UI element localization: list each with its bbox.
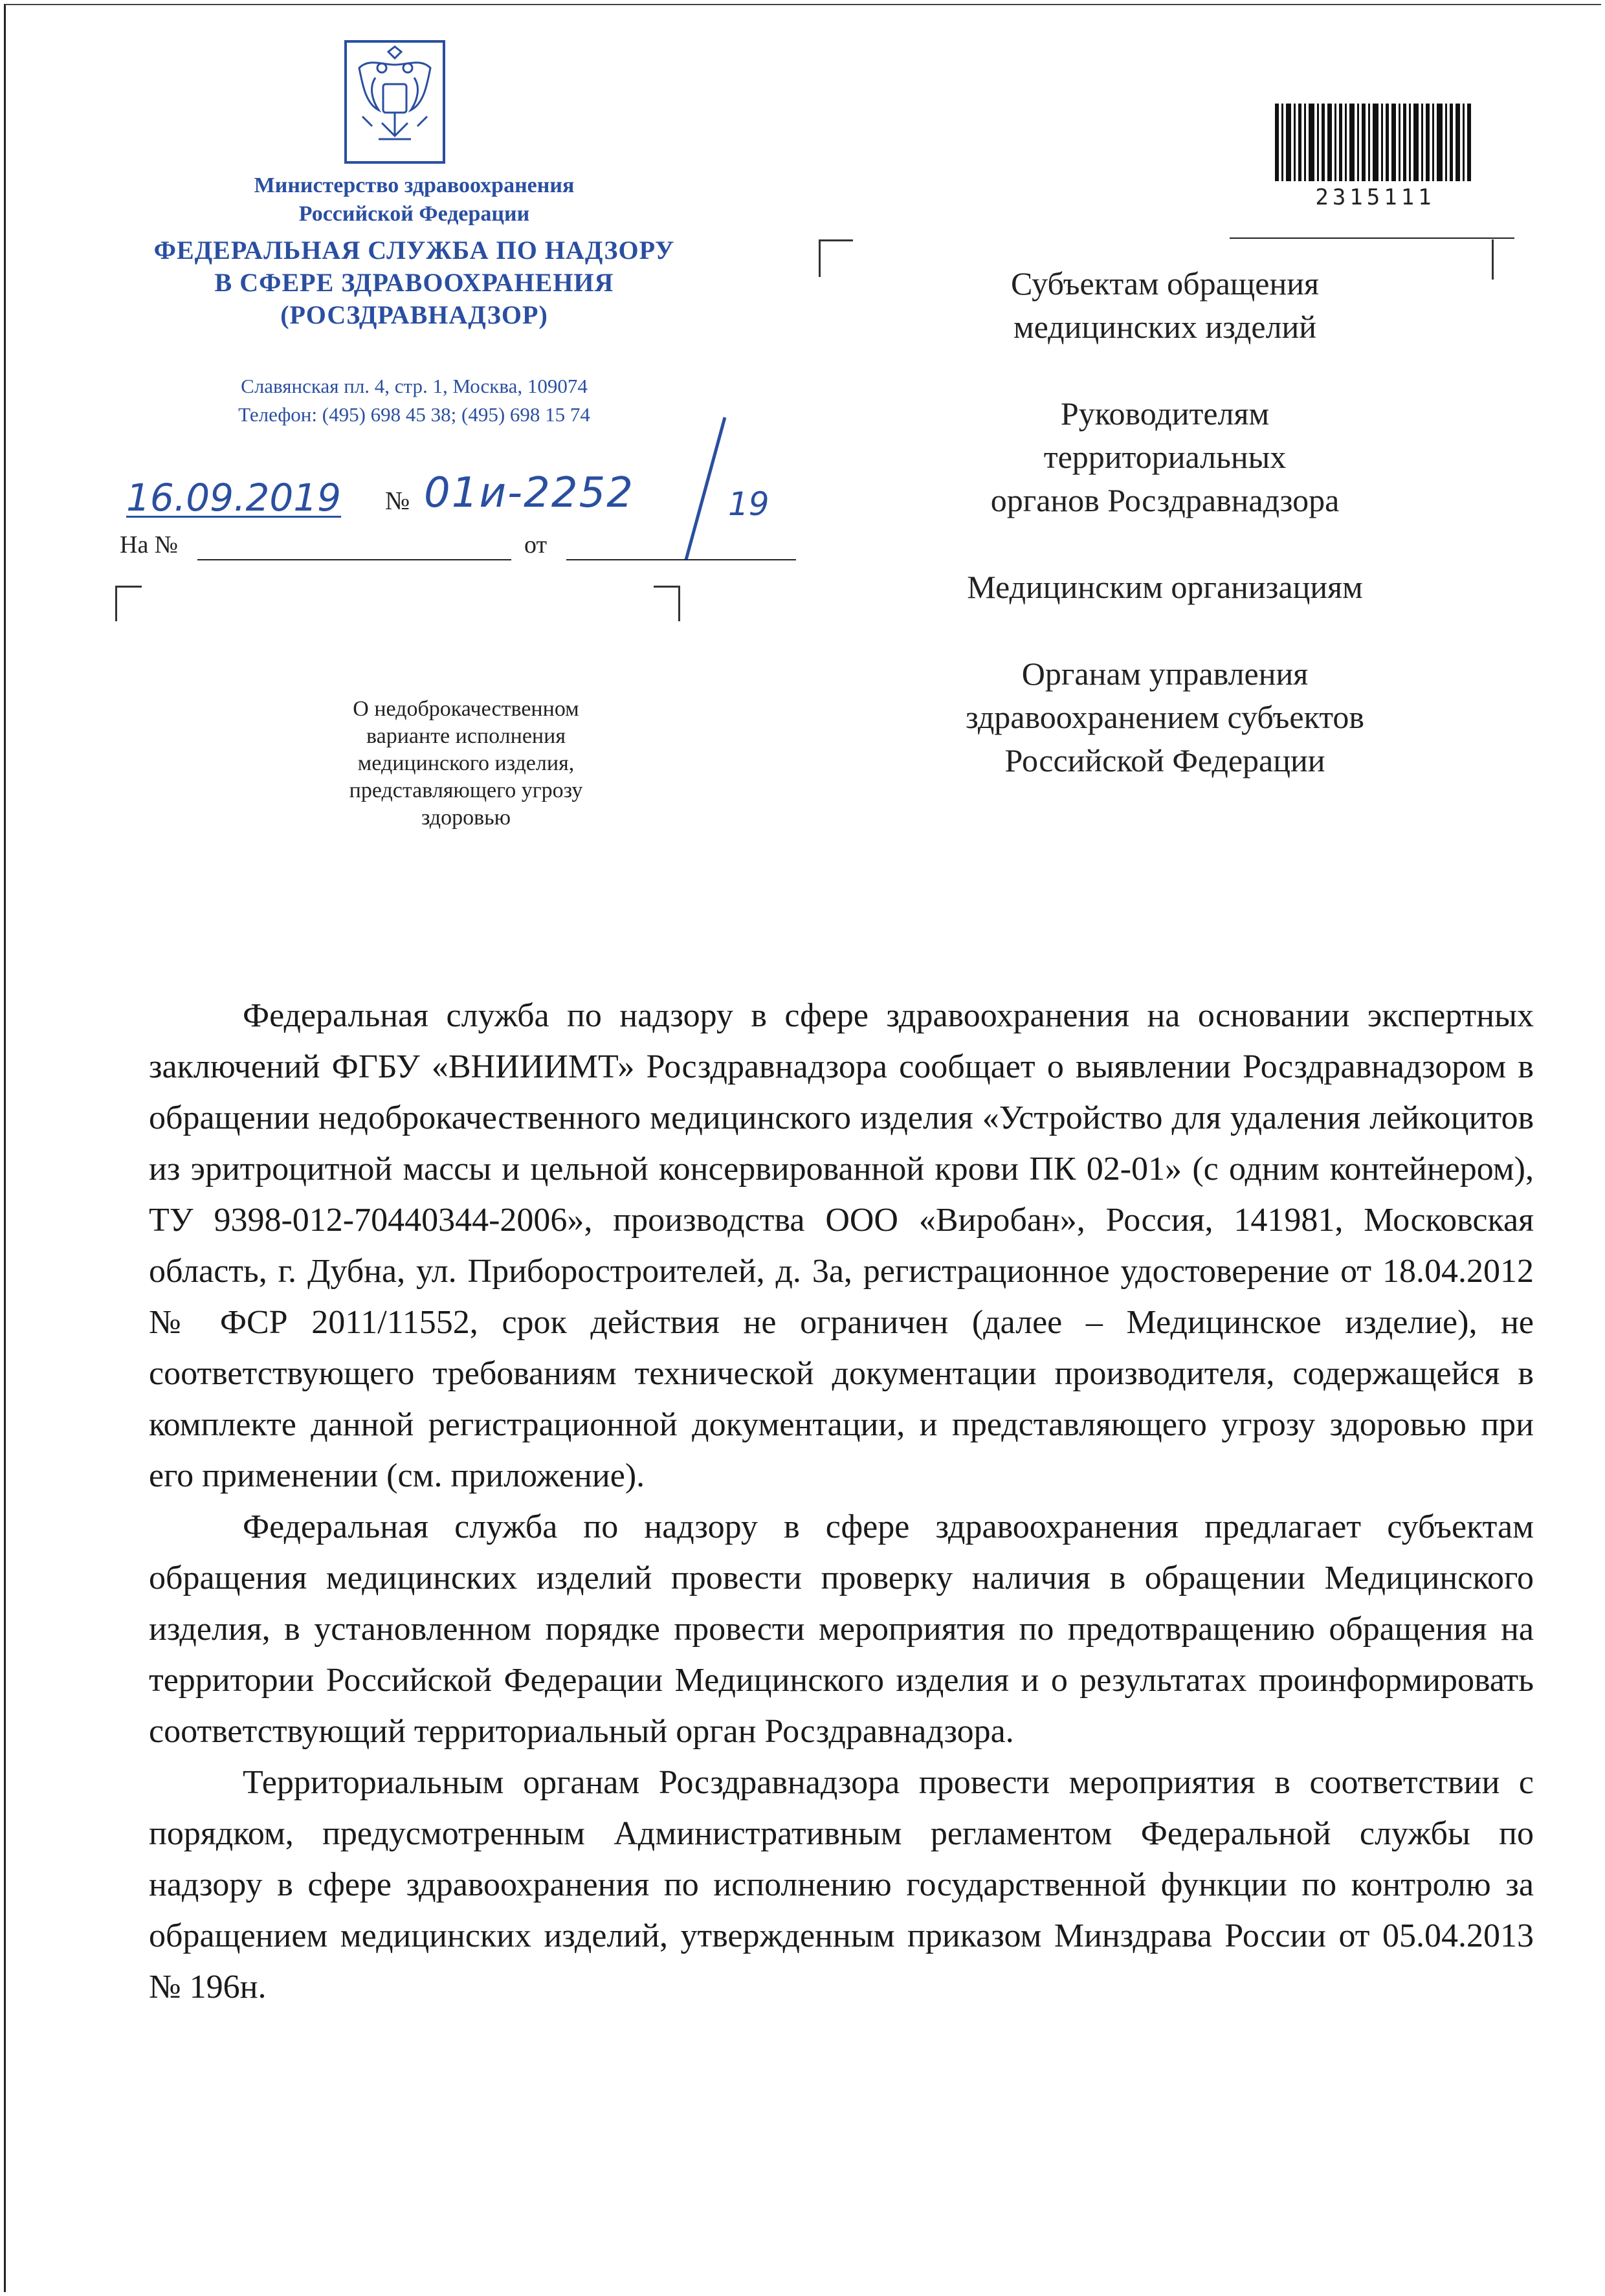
addressee-line: органов Росздравнадзора [990,482,1340,518]
barcode-icon [1275,104,1476,181]
reference-number-label: № [385,486,410,515]
address-line: Славянская пл. 4, стр. 1, Москва, 109074 [241,375,588,397]
ministry-line1: Министерство здравоохранения [254,173,575,197]
service-line2: В СФЕРЕ ЗДРАВООХРАНЕНИЯ [214,268,614,297]
addressee-bracket-left [819,239,853,277]
coat-of-arms-icon [343,39,447,165]
addressee-bracket-right [1466,239,1494,280]
corner-bracket-right [654,586,680,621]
body-paragraph: Территориальным органам Росздравнадзора провести мероприятия в соответствии с порядком, предусмотренным Административным регламентом Федеральной службы по надзору в сфере здравоохранения по исполнению государственной функции по контролю за обращением медицинских изделий, утвержденным приказом Минздрава России от 05.04.2013 № 196н. [149,1764,1534,2005]
addressee-line: медицинских изделий [1013,309,1317,345]
addressee-line: Органам управления [1021,656,1309,692]
body-paragraph: Федеральная служба по надзору в сфере здравоохранения предлагает субъектам обращения медицинских изделий провести проверку наличия в обращении Медицинского изделия, в установленном порядке провести мероприятия по предотвращению обращения на территории Российской Федерации Медицинского изделия и о результатах проинформировать соответствующий территориальный орган Росздравнадзора. [149,1508,1534,1750]
na-label: На № [120,531,179,558]
barcode-divider [1230,237,1514,239]
addressee-group [880,262,1450,349]
addressee-line: Медицинским организациям [967,569,1363,605]
subject-line: медицинского изделия, [357,751,575,775]
addressee-group [880,652,1450,782]
corner-bracket-left [115,586,142,621]
subject-line: представляющего угрозу [349,778,583,802]
addressee-group [880,566,1450,609]
reference-number: 01и-2252 [424,469,634,517]
incoming-date-blank [566,559,796,560]
letter-body [149,990,1534,2013]
subject-line: О недоброкачественном [353,697,579,721]
addressee-line: Руководителям [1060,395,1270,432]
ot-label: от [524,531,548,558]
incoming-number-blank [197,559,511,560]
addressee-group [880,392,1450,522]
service-line3: (РОСЗДРАВНАДЗОР) [280,300,548,329]
subject-line: варианте исполнения [366,724,566,748]
service-line1: ФЕДЕРАЛЬНАЯ СЛУЖБА ПО НАДЗОРУ [153,236,675,265]
phone-line: Телефон: (495) 698 45 38; (495) 698 15 74 [238,403,590,426]
addressee-line: здравоохранением субъектов [965,699,1365,735]
subject-block [272,696,660,832]
body-paragraph: Федеральная служба по надзору в сфере здравоохранения на основании экспертных заключений ФГБУ «ВНИИИМТ» Росздравнадзора сообщает о выявлении Росздравнадзором в обращении недоброкачественного медицинского изделия «Устройство для удаления лейкоцитов из эритроцитной массы и цельной консервированной крови ПК 02-01» (с одним контейнером), ТУ 9398-012-70440344-2006», производства ООО «Виробан», Россия, 141981, Московская область, г. Дубна, ул. Приборостроителей, д. 3а, регистрационное удостоверение от 18.04.2012 № ФСР 2011/11552, срок действия не ограничен (далее – Медицинское изделие), не соответствующего требованиям технической документации производителя, содержащейся в комплекте данной регистрационной документации, и представляющего угрозу здоровью при его применении (см. приложение). [149,997,1534,1494]
barcode-number: 2315111 [1315,184,1435,210]
addressee-line: территориальных [1043,439,1287,475]
subject-line: здоровью [421,806,511,830]
reference-date: 16.09.2019 [126,476,342,520]
reference-suffix: 19 [728,485,769,523]
ministry-line2: Российской Федерации [298,202,530,226]
incoming-reference-line [120,531,702,569]
addressees-block [880,262,1450,782]
addressee-line: Субъектам обращения [1011,265,1319,302]
addressee-line: Российской Федерации [1004,742,1325,778]
